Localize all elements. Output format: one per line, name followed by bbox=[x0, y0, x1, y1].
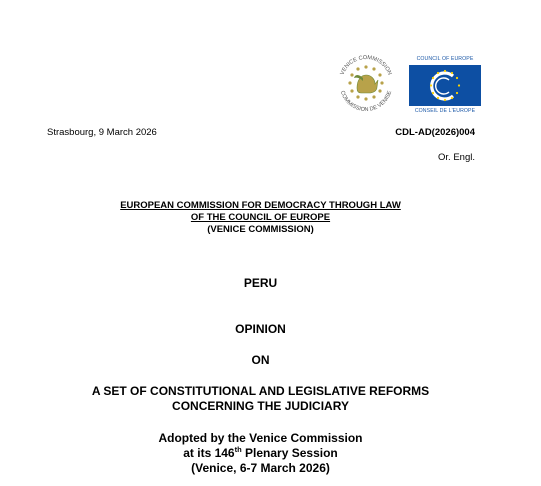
commission-line-3: (VENICE COMMISSION) bbox=[207, 224, 314, 235]
subject-line-2: CONCERNING THE JUDICIARY bbox=[172, 399, 349, 413]
commission-line-2: OF THE COUNCIL OF EUROPE bbox=[190, 212, 331, 223]
coe-logo-box bbox=[409, 65, 481, 106]
opinion-title: OPINION bbox=[235, 322, 286, 336]
adopted-line-2 bbox=[0, 446, 521, 461]
coe-logo-text-bottom: CONSEIL DE L'EUROPE bbox=[414, 108, 476, 114]
commission-line-1: EUROPEAN COMMISSION FOR DEMOCRACY THROUGH LAW bbox=[120, 200, 401, 211]
coe-logo-text-top: COUNCIL OF EUROPE bbox=[416, 56, 474, 62]
venice-logo-text-bottom: COMMISSION DE VENISE bbox=[338, 90, 394, 114]
adopted-line-2-sup: th bbox=[234, 445, 242, 454]
original-language: Or. Engl. bbox=[438, 152, 475, 163]
venice-logo-text-top: VENICE COMMISSION bbox=[339, 54, 393, 77]
opinion-subject bbox=[0, 384, 521, 414]
council-of-europe-emblem-icon bbox=[409, 65, 481, 106]
on-label: ON bbox=[251, 353, 270, 367]
venice-commission-logo bbox=[333, 50, 399, 116]
country-title: PERU bbox=[243, 276, 278, 290]
council-of-europe-logo bbox=[409, 56, 481, 116]
svg-text:COMMISSION DE VENISE bbox=[339, 90, 393, 113]
adoption-statement bbox=[0, 431, 521, 476]
commission-header bbox=[0, 200, 521, 236]
adopted-line-2-post: Plenary Session bbox=[241, 446, 338, 460]
subject-line-1: A SET OF CONSTITUTIONAL AND LEGISLATIVE REFORMS bbox=[91, 384, 430, 398]
place-date: Strasbourg, 9 March 2026 bbox=[47, 127, 157, 138]
venice-commission-emblem-icon bbox=[333, 50, 399, 116]
adopted-line-2-pre: at its 146 bbox=[183, 446, 235, 460]
adopted-line-1: Adopted by the Venice Commission bbox=[158, 431, 363, 445]
document-reference: CDL-AD(2026)004 bbox=[395, 127, 475, 138]
adopted-line-3: (Venice, 6-7 March 2026) bbox=[191, 461, 330, 475]
